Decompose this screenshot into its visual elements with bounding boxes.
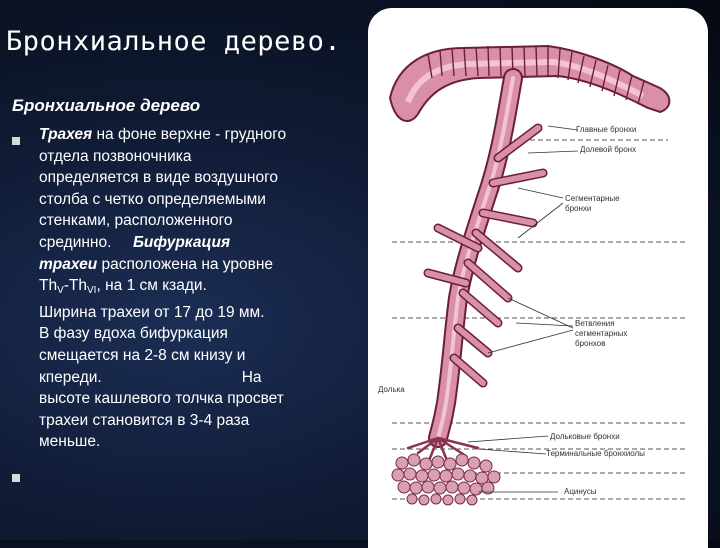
subtitle: Бронхиальное дерево: [12, 96, 201, 115]
label-branching-1: Ветвления: [575, 319, 615, 328]
label-acini: Ацинусы: [564, 487, 597, 496]
label-segmental-1: Сегментарные: [565, 194, 620, 203]
lobar-bronchus-illustration: [408, 78, 543, 463]
label-lobar-bronchus: Долевой бронх: [580, 145, 637, 154]
label-segmental-2: бронхи: [565, 204, 592, 213]
label-branching-3: бронхов: [575, 339, 606, 348]
term-bifurcation: Бифуркация: [132, 233, 231, 251]
main-bronchi-illustration: [390, 46, 669, 121]
label-branching-2: сегментарных: [575, 329, 628, 338]
term-trachea: Трахея: [39, 126, 93, 143]
label-main-bronchi: Главные бронхи: [576, 125, 637, 134]
acini-illustration: [392, 454, 500, 505]
bullet-marker: [12, 474, 20, 482]
slide-title: Бронхиальное дерево.: [6, 26, 342, 57]
bullet-marker: [12, 137, 20, 145]
label-lobular-bronchi: Дольковые бронхи: [550, 432, 620, 441]
body-text: Трахея на фоне верхне - грудного отдела позвоночника определяется в виде воздушного столба с четко определяемыми стенками, расположенного срединно. Бифуркация трахеи расположена на уровне $Th_V-Th_{VI}$, на 1 см кзади. Ширина трахеи от 17 до 19 мм. В фазу вдоха бифуркация смещается на 2-8 см книзу и кпереди. На высоте кашлевого толчка просвет трахеи становится в 3-4 раза меньше.: [39, 126, 287, 451]
term-trachea-2: трахеи: [39, 255, 98, 273]
bronchial-tree-figure: [368, 8, 708, 548]
label-terminal-bronchioles: Терминальные бронхиолы: [546, 449, 645, 458]
label-lobule: Долька: [378, 385, 405, 394]
